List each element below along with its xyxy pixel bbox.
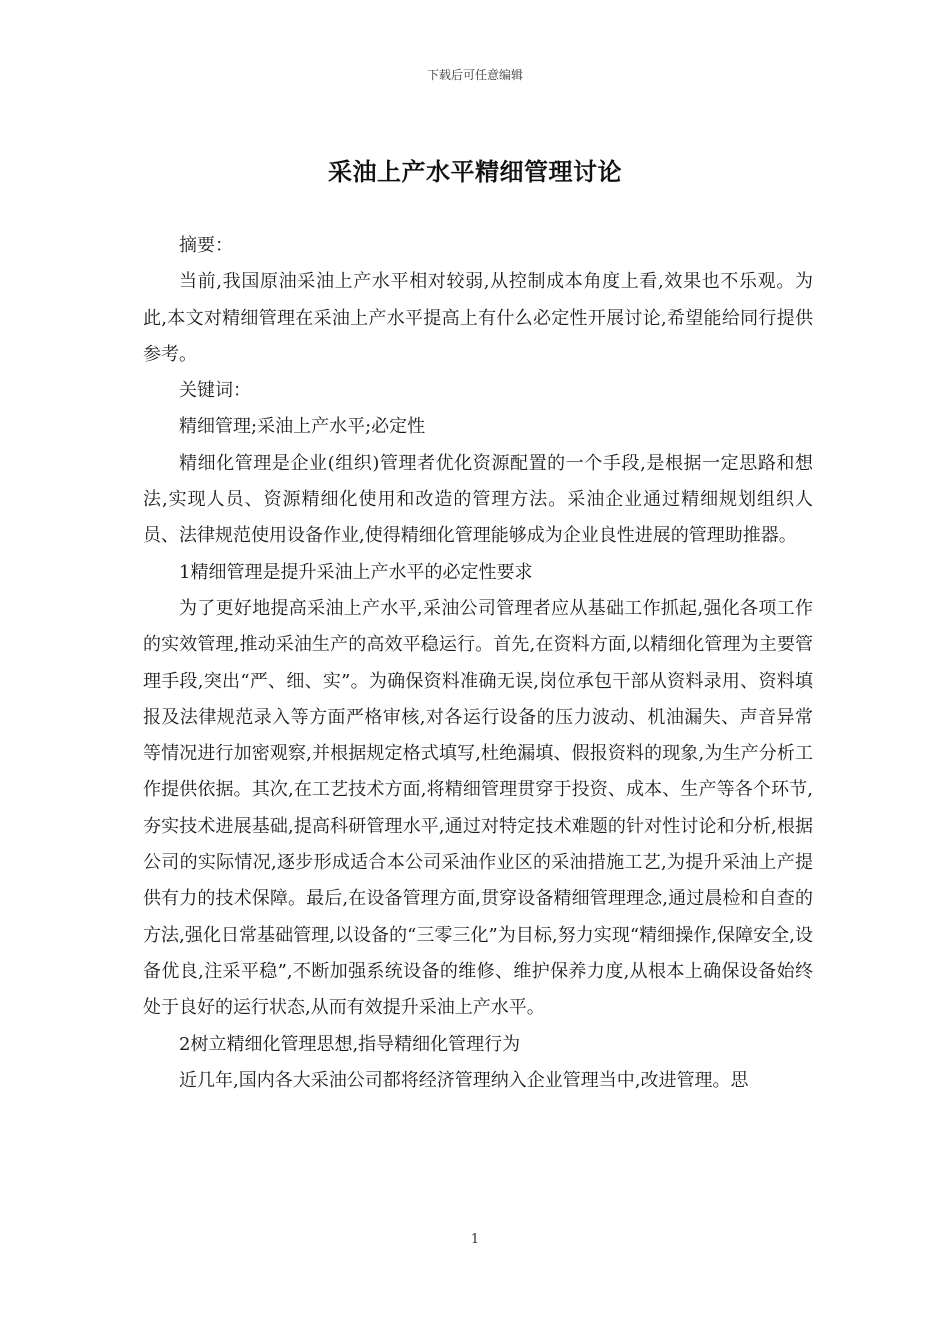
section-2-heading: 2树立精细化管理思想,指导精细化管理行为	[179, 1033, 521, 1055]
header-note: 下载后可任意编辑	[426, 68, 523, 82]
section-1-paragraph: 为了更好地提高采油上产水平,采油公司管理者应从基础工作抓起,强化各项工作的实效管理,推动采油生产的高效平稳运行。首先,在资料方面,以精细化管理为主要管理手段,突出“严、细、实”。为确保资料准确无误,岗位承包干部从资料录用、资料填报及法律规范录入等方面严格审核,对各运行设备的压力波动、机油漏失、声音异常等情况进行加密观察,并根据规定格式填写,杜绝漏填、假报资料的现象,为生产分析工作提供依据。其次,在工艺技术方面,将精细管理贯穿于投资、成本、生产等各个环节,夯实技术进展基础,提高科研管理水平,通过对特定技术难题的针对性讨论和分析,根据公司的实际情况,逐步形成适合本公司采油作业区的采油措施工艺,为提升采油上产提供有力的技术保障。最后,在设备管理方面,贯穿设备精细管理理念,通过晨检和自查的方法,强化日常基础管理,以设备的“三零三化”为目标,努力实现“精细操作,保障安全,设备优良,注采平稳”,不断加强系统设备的维修、维护保养力度,从根本上确保设备始终处于良好的运行状态,从而有效提升采油上产水平。	[143, 597, 813, 1019]
keywords-heading: 关键词：	[179, 380, 251, 402]
keywords-paragraph: 精细管理;采油上产水平;必定性	[179, 416, 426, 438]
abstract-paragraph: 当前,我国原油采油上产水平相对较弱,从控制成本角度上看,效果也不乐观。为此,本文对精细管理在采油上产水平提高上有什么必定性开展讨论,希望能给同行提供参考。	[143, 271, 813, 365]
abstract-heading: 摘要：	[179, 235, 233, 256]
document-title: 采油上产水平精细管理讨论	[328, 157, 622, 186]
document-body	[143, 228, 813, 1099]
section-2-paragraph: 近几年,国内各大采油公司都将经济管理纳入企业管理当中,改进管理。思	[179, 1069, 749, 1091]
section-1-heading: 1精细管理是提升采油上产水平的必定性要求	[179, 561, 533, 583]
page-number: 1	[470, 1232, 480, 1247]
intro-paragraph: 精细化管理是企业(组织)管理者优化资源配置的一个手段,是根据一定思路和想法,实现人员、资源精细化使用和改造的管理方法。采油企业通过精细规划组织人员、法律规范使用设备作业,使得精细化管理能够成为企业良性进展的管理助推器。	[143, 452, 813, 547]
